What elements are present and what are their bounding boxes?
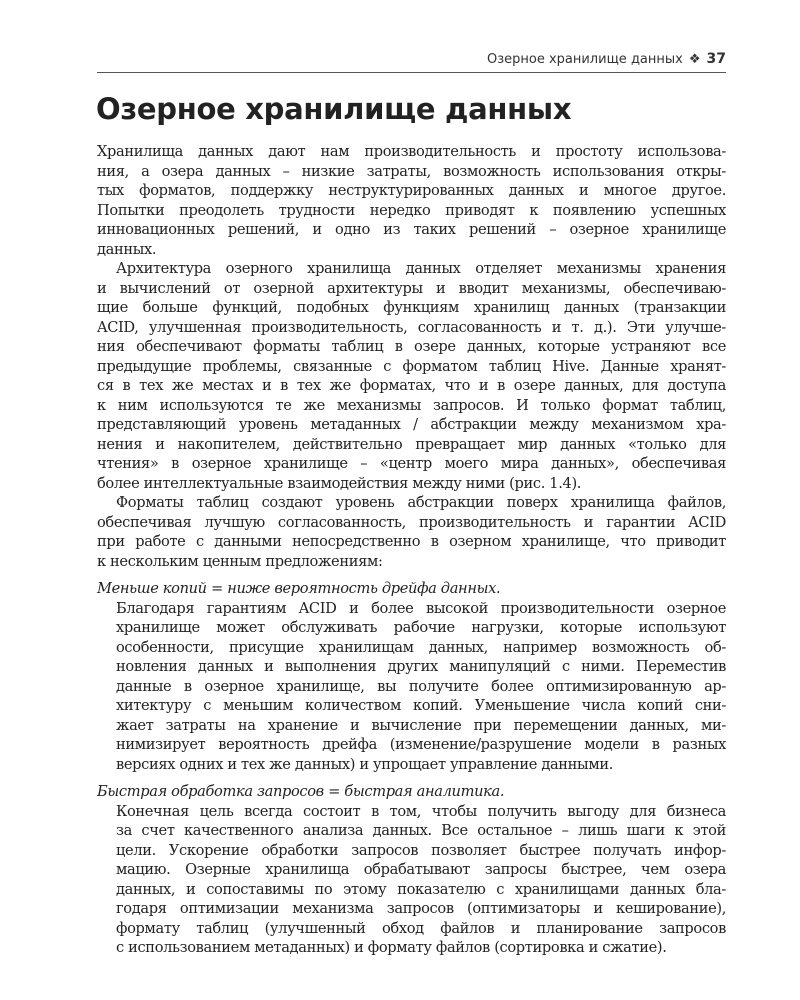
section-title: Озерное хранилище данных [96, 92, 572, 126]
text-line: щие больше функций, подобных функциям хранилищ данных (транзакции [97, 299, 726, 316]
text-line: Архитектура озерного хранилища данных отделяет механизмы хранения [116, 260, 726, 277]
text-line: за счет качественного анализа данных. Все остальное – лишь шаги к этой [116, 822, 726, 839]
definition-body [97, 802, 726, 958]
text-line: мацию. Озерные хранилища обрабатывают запросы быстрее, чем озера [116, 861, 726, 878]
text-line: данные в озерное хранилище, вы получите более оптимизированную ар- [116, 677, 726, 695]
text-line: годаря оптимизации механизма запросов (оптимизаторы и кеширование), [116, 900, 726, 917]
text-line: Хранилища данных дают нам производительность и простоту использова- [97, 143, 726, 160]
text-line: цели. Ускорение обработки запросов позволяет быстрее получать инфор- [116, 841, 726, 859]
definition-term: Быстрая обработка запросов = быстрая аналитика. [97, 783, 505, 800]
text-line: ACID, улучшенная производительность, согласованность и т. д.). Эти улучше- [97, 318, 726, 336]
text-line: Попытки преодолеть трудности нередко приводят к появлению успешных [97, 201, 726, 219]
text-line: Форматы таблиц создают уровень абстракции поверх хранилища файлов, [116, 494, 726, 511]
paragraph [97, 142, 726, 259]
text-line: представляющий уровень метаданных / абстракции между механизмом хра- [97, 416, 726, 433]
paragraph [97, 259, 726, 493]
text-line: нимизирует вероятность дрейфа (изменение/разрушение модели в разных [116, 736, 726, 753]
text-line: тых форматов, поддержку неструктурированных данных и многое другое. [97, 182, 726, 199]
text-line: нения и накопителем, действительно превращает мир данных «только для [97, 435, 726, 453]
ornament-icon: ❖ [688, 52, 701, 67]
text-line: инновационных решений, и одно из таких решений – озерное хранилище [97, 221, 726, 238]
text-line: новления данных и выполнения других манипуляций с ними. Переместив [116, 658, 726, 675]
text-line: более интеллектуальные взаимодействия между ними (рис. 1.4). [97, 474, 582, 492]
running-header [97, 48, 726, 73]
text-line: хитектуру с меньшим количеством копий. Уменьшение числа копий сни- [116, 697, 726, 714]
text-line: чтения» в озерное хранилище – «центр моего мира данных», обеспечивая [97, 455, 726, 472]
text-line: особенности, присущие хранилищам данных, например возможность об- [116, 638, 726, 656]
text-line: ния обеспечивают форматы таблиц в озере данных, которые устраняют все [97, 338, 726, 355]
text-line: Благодаря гарантиям ACID и более высокой производительности озерное [116, 599, 726, 617]
text-line: жает затраты на хранение и вычисление при перемещении данных, ми- [116, 716, 726, 734]
text-line: данных, и сопоставимы по этому показателю с хранилищами данных бла- [116, 880, 726, 898]
text-line: версиях одних и тех же данных) и упрощает управление данными. [116, 755, 613, 773]
text-line: к нескольким ценным предложениям: [97, 552, 383, 570]
page-body [97, 142, 726, 958]
text-line: и вычислений от озерной архитектуры и вводит механизмы, обеспечиваю- [97, 279, 726, 297]
text-line: обеспечивая лучшую согласованность, производительность и гарантии ACID [97, 513, 726, 531]
definition-body [97, 599, 726, 775]
text-line: ния, а озера данных – низкие затраты, возможность использования откры- [97, 162, 726, 180]
page-number: 37 [706, 51, 726, 67]
text-line: ся в тех же местах и в тех же форматах, что и в озере данных, для доступа [97, 377, 726, 394]
text-line: к ним используются те же механизмы запросов. И только формат таблиц, [97, 396, 726, 414]
text-line: хранилище может обслуживать рабочие нагрузки, которые используют [116, 619, 726, 636]
text-line: при работе с данными непосредственно в озерном хранилище, что приводит [97, 533, 726, 550]
text-line: Конечная цель всегда состоит в том, чтобы получить выгоду для бизнеса [116, 802, 726, 820]
text-line: данных. [97, 240, 157, 258]
text-line: формату таблиц (улучшенный обход файлов и планирование запросов [116, 919, 726, 937]
text-line: предыдущие проблемы, связанные с форматом таблиц Hive. Данные хранят- [97, 357, 726, 375]
definition-term: Меньше копий = ниже вероятность дрейфа данных. [97, 580, 501, 597]
running-title: Озерное хранилище данных [486, 52, 683, 67]
paragraph [97, 493, 726, 571]
text-line: с использованием метаданных) и формату файлов (сортировка и сжатие). [116, 939, 667, 956]
